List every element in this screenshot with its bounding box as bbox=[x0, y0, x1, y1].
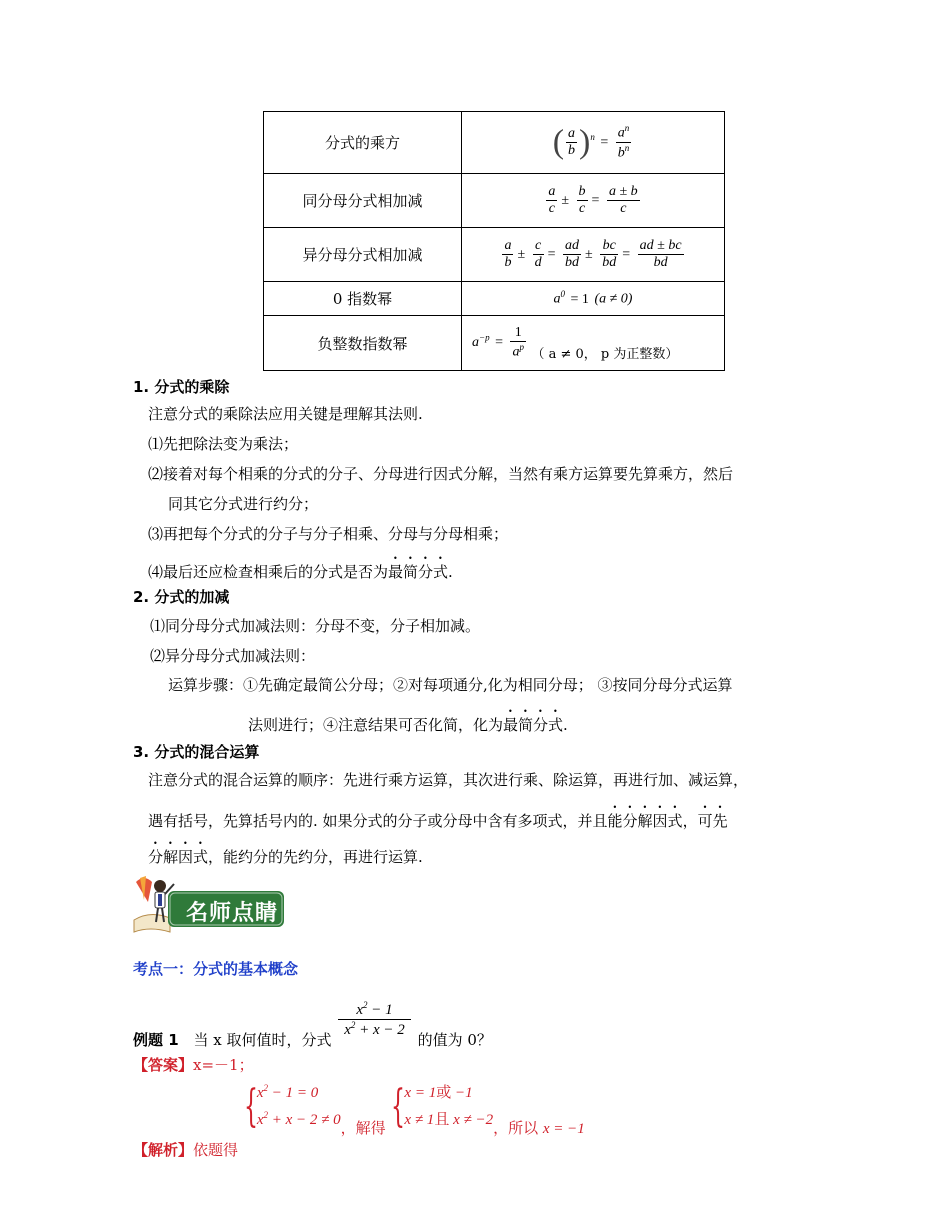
list-item: ⑵异分母分式加减法则： bbox=[150, 647, 316, 665]
list-item: ⑶再把每个分式的分子与分子相乘、分母与分母相乘； bbox=[148, 525, 509, 543]
rule-condition: （ a ≠ 0， p 为正整数） bbox=[531, 347, 679, 363]
table-row bbox=[264, 174, 725, 228]
analysis-line bbox=[133, 1080, 585, 1159]
rule-name: 0 指数幂 bbox=[264, 282, 462, 316]
system-brace: { bbox=[391, 1081, 406, 1132]
item-text: ，能约分的先约分，再进行运算. bbox=[208, 848, 423, 866]
steps-text bbox=[248, 707, 568, 735]
section-text: 注意分式的乘除法应用关键是理解其法则. bbox=[148, 405, 423, 423]
example-label: 例题 1 bbox=[133, 1030, 179, 1049]
analysis-text: ，所以 bbox=[493, 1119, 539, 1137]
section-text bbox=[148, 803, 728, 831]
list-item bbox=[148, 554, 453, 582]
analysis-text: 依题得 bbox=[193, 1141, 239, 1159]
banner-label: 名师点睛 bbox=[185, 901, 278, 926]
table-row bbox=[264, 112, 725, 174]
equation-system: $x^2 - 1 = 0$ $x^2 + x - 2 \ne 0$ bbox=[256, 1083, 341, 1128]
table-row bbox=[264, 228, 725, 282]
answer-tag: 【答案】 bbox=[133, 1056, 194, 1074]
rule-name: 异分母分式相加减 bbox=[264, 228, 462, 282]
question-text: 的值为 0？ bbox=[417, 1030, 492, 1049]
table-row bbox=[264, 282, 725, 316]
list-item: ⑴同分母分式加减法则：分母不变，分子相加减。 bbox=[150, 617, 481, 635]
item-text: . bbox=[448, 563, 453, 581]
rule-formula: $\frac{a}{b}$ ± $\frac{c}{d}$ = $\frac{ad}{bd}$ ± $\frac{bc}{bd}$ = $\frac{ad \pm bc}{bd}$ bbox=[462, 228, 725, 282]
list-item: ⑴先把除法变为乘法； bbox=[148, 435, 299, 453]
item-text: ⑷最后还应检查相乘后的分式是否为 bbox=[148, 563, 389, 581]
list-item: ⑵接着对每个相乘的分式的分子、分母进行因式分解，当然有乘方运算要先算乘方，然后 bbox=[148, 465, 734, 483]
table-row bbox=[264, 316, 725, 371]
item-text: . bbox=[563, 716, 568, 734]
item-text: 法则进行；④注意结果可否化简，化为 bbox=[248, 716, 504, 734]
section-title: 1. 分式的乘除 bbox=[133, 378, 230, 396]
topic-heading: 考点一：分式的基本概念 bbox=[133, 960, 299, 978]
rule-formula: $\frac{a}{c}$ ± $\frac{b}{c}$ = $\frac{a \pm b}{c}$ bbox=[462, 174, 725, 228]
answer-line bbox=[133, 1054, 254, 1075]
or-word: 或 bbox=[436, 1085, 452, 1101]
analysis-text: ，解得 bbox=[340, 1119, 386, 1137]
system-brace: { bbox=[243, 1081, 258, 1132]
teacher-tips-banner bbox=[130, 872, 290, 934]
list-item: 同其它分式进行约分； bbox=[168, 495, 319, 513]
answer-text: x=－1； bbox=[193, 1056, 254, 1074]
emphasis-text: 最简分式 bbox=[388, 563, 449, 581]
emphasis-text: 能分解因式 bbox=[607, 812, 683, 830]
rule-name: 同分母分式相加减 bbox=[264, 174, 462, 228]
section-text: 注意分式的混合运算的顺序：先进行乘方运算，其次进行乘、除运算，再进行加、减运算， bbox=[148, 771, 749, 789]
emphasis-text: 分解因式 bbox=[148, 848, 209, 866]
question-fraction: $\frac{x^2 - 1}{x^2 + x - 2}$ bbox=[338, 1000, 411, 1040]
item-text: ， bbox=[682, 812, 698, 830]
emphasis-text: 最简分式 bbox=[503, 716, 564, 734]
analysis-tag: 【解析】 bbox=[133, 1141, 194, 1159]
rule-name: 分式的乘方 bbox=[264, 112, 462, 174]
rules-table bbox=[263, 111, 725, 371]
item-text: 遇有括号，先算括号内的. 如果分式的分子或分母中含有多项式，并且 bbox=[148, 812, 608, 830]
final-result: x = −1 bbox=[542, 1121, 585, 1137]
rule-formula: $a^0 = 1$ (a ≠ 0) bbox=[462, 282, 725, 316]
rule-name: 负整数指数幂 bbox=[264, 316, 462, 371]
rule-formula: ( $\frac{a}{b}$ )$^n$ = $\frac{a^n}{b^n}$ bbox=[462, 112, 725, 174]
solution-system: x = 1或 −1 x ≠ 1且 x ≠ −2 bbox=[404, 1085, 494, 1128]
and-word: 且 bbox=[434, 1112, 450, 1128]
question-text: 当 x 取何值时，分式 bbox=[193, 1030, 332, 1049]
rule-formula: $a^{-p}$ = $\frac{1}{a^p}$ （ a ≠ 0， p 为正整数） bbox=[462, 316, 725, 371]
section-title: 2. 分式的加减 bbox=[133, 588, 230, 606]
example-question bbox=[133, 990, 492, 1052]
section-text bbox=[148, 839, 423, 867]
section-title: 3. 分式的混合运算 bbox=[133, 743, 260, 761]
emphasis-text: 可先 bbox=[697, 812, 728, 830]
steps-text: 运算步骤：①先确定最简公分母；②对每项通分,化为相同分母； ③按同分母分式运算 bbox=[168, 676, 733, 694]
